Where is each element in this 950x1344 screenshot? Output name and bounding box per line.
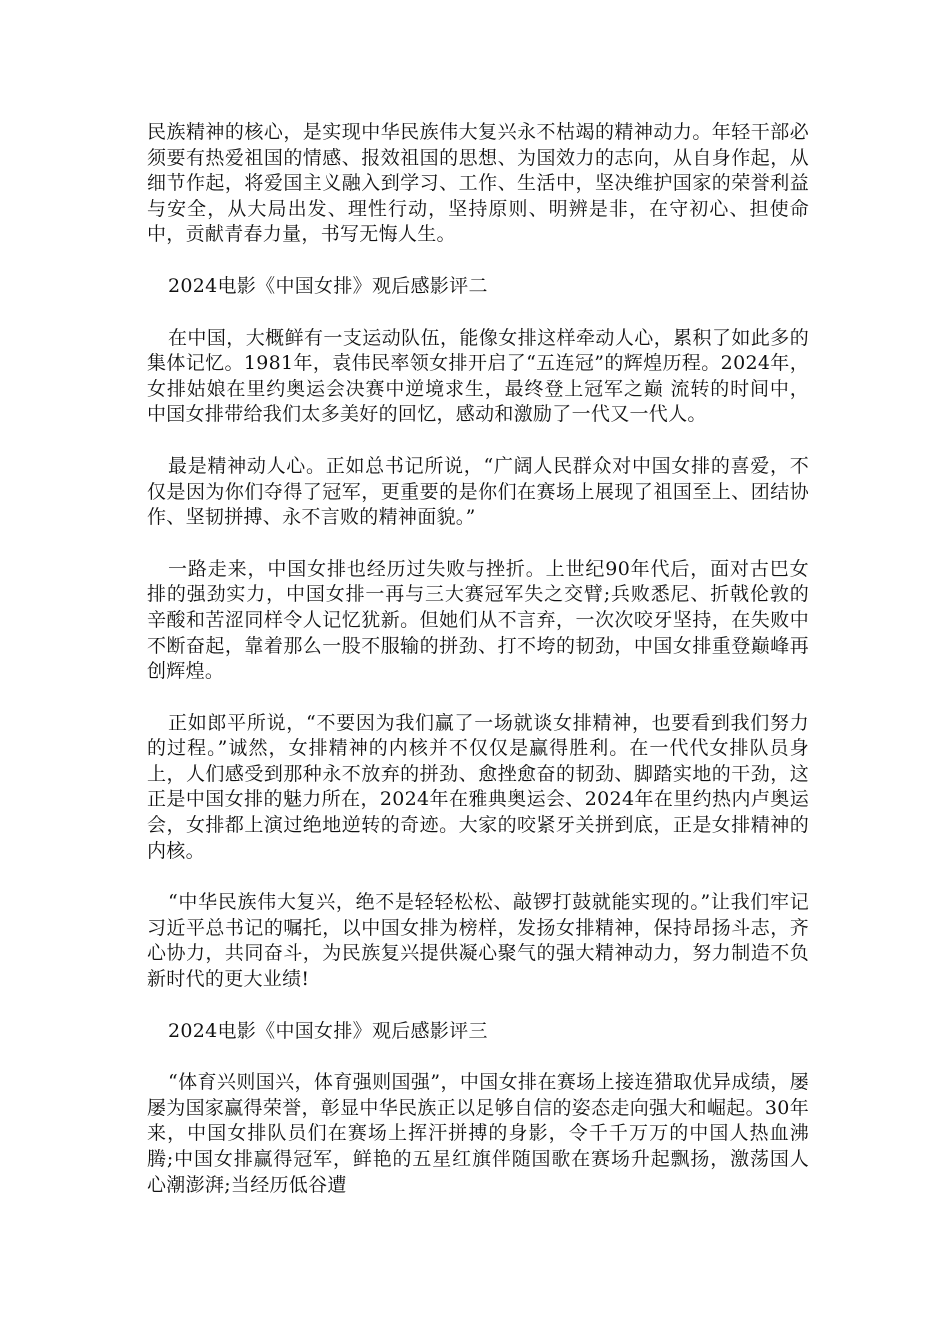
paragraph-gap <box>147 1044 809 1070</box>
document-page <box>147 120 809 1198</box>
paragraph-gap <box>147 300 809 326</box>
paragraph-gap <box>147 993 809 1019</box>
paragraph-gap <box>147 428 809 454</box>
paragraph-lang-ping: 正如郎平所说，“不要因为我们赢了一场就谈女排精神，也要看到我们努力的过程。”诚然，女排精神的内核并不仅仅是赢得胜利。在一代代女排队员身上，人们感受到那种永不放弃的拼劲、愈挫愈奋的韧劲、脚踏实地的干劲，这正是中国女排的魅力所在，2024年在雅典奥运会、2024年在里约热内卢奥运会，女排都上演过绝地逆转的奇迹。大家的咬紧牙关拼到底，正是女排精神的内核。 <box>147 711 809 862</box>
section-heading-three: 2024电影《中国女排》观后感影评三 <box>168 1019 488 1042</box>
paragraph-collective-memory: 在中国，大概鲜有一支运动队伍，能像女排这样牵动人心，累积了如此多的集体记忆。1981年，袁伟民率领女排开启了“五连冠”的辉煌历程。2024年，女排姑娘在里约奥运会决赛中逆境求生，最终登上冠军之巅 流转的时间中，中国女排带给我们太多美好的回忆，感动和激励了一代又一代人。 <box>147 326 809 426</box>
paragraph-intro: 民族精神的核心，是实现中华民族伟大复兴永不枯竭的精神动力。年轻干部必须要有热爱祖国的情感、报效祖国的思想、为国效力的志向，从自身作起，从细节作起，将爱国主义融入到学习、工作、生活中，坚决维护国家的荣誉利益与安全，从大局出发、理性行动，坚持原则、明辨是非，在守初心、担使命中，贡献青春力量，书写无悔人生。 <box>147 121 809 246</box>
section-heading-two: 2024电影《中国女排》观后感影评二 <box>168 274 488 297</box>
paragraph-rejuvenation: “中华民族伟大复兴，绝不是轻轻松松、敲锣打鼓就能实现的。”让我们牢记习近平总书记的嘱托，以中国女排为榜样，发扬女排精神，保持昂扬斗志，齐心协力，共同奋斗，为民族复兴提供凝心聚气的强大精神动力，努力制造不负新时代的更大业绩! <box>147 891 809 991</box>
paragraph-gap <box>147 531 809 557</box>
paragraph-sports-nation: “体育兴则国兴，体育强则国强”，中国女排在赛场上接连猎取优异成绩，屡屡为国家赢得荣誉，彰显中华民族正以足够自信的姿态走向强大和崛起。30年来，中国女排队员们在赛场上挥汗拼搏的身影，令千千万万的中国人热血沸腾;中国女排赢得冠军，鲜艳的五星红旗伴随国歌在赛场升起飘扬，激荡国人心潮澎湃;当经历低谷遭 <box>147 1071 809 1196</box>
paragraph-gap <box>147 248 809 274</box>
paragraph-gap <box>147 864 809 890</box>
paragraph-setbacks: 一路走来，中国女排也经历过失败与挫折。上世纪90年代后，面对古巴女排的强劲实力，中国女排一再与三大赛冠军失之交臂;兵败悉尼、折戟伦敦的辛酸和苦涩同样令人记忆犹新。但她们从不言弃，一次次咬牙坚持，在失败中不断奋起，靠着那么一股不服输的拼劲、打不垮的韧劲，中国女排重登巅峰再创辉煌。 <box>147 557 809 683</box>
paragraph-gap <box>147 685 809 711</box>
paragraph-spirit-quote: 最是精神动人心。正如总书记所说，“广阔人民群众对中国女排的喜爱，不仅是因为你们夺得了冠军，更重要的是你们在赛场上展现了祖国至上、团结协作、坚韧拼搏、永不言败的精神面貌。” <box>147 454 809 529</box>
